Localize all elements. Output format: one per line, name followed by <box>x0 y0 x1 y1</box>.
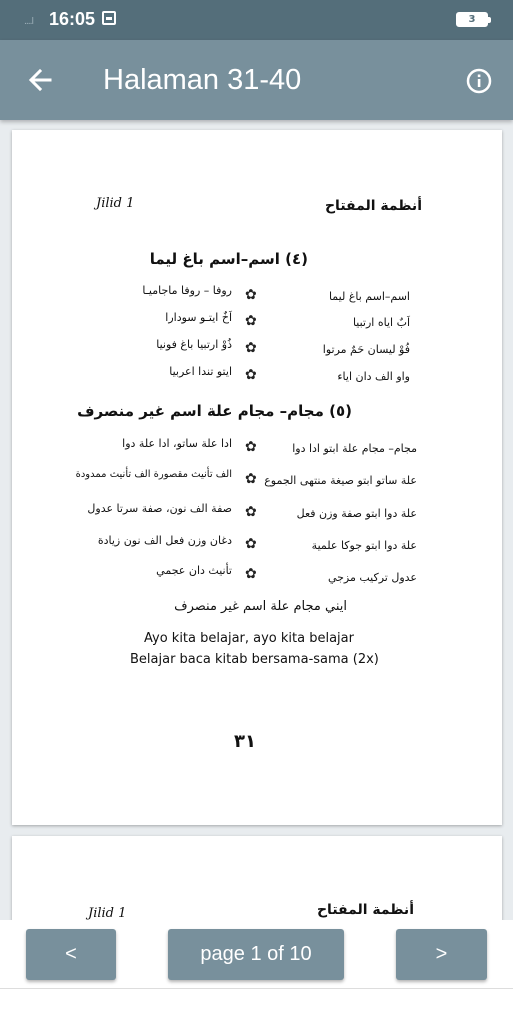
app-bar <box>0 40 513 120</box>
latin-line: Ayo kita belajar, ayo kita belajar <box>144 631 354 646</box>
status-bar <box>0 0 513 40</box>
previous-page-button[interactable]: < <box>26 929 116 980</box>
verse-line-left: دغان وزن فعل الف نون زيادة <box>97 534 232 547</box>
pdf-viewer[interactable] <box>0 120 513 920</box>
verse-line-right: اسم–اسم باغ ليما <box>328 290 410 303</box>
latin-line: Belajar baca kitab bersama-sama (2x) <box>130 652 379 667</box>
verse-line-right: واو الف دان اياء <box>337 370 410 383</box>
battery-cap <box>488 17 491 23</box>
verse-line-left: الف تأنيث مقصورة الف تأنيث ممدودة <box>75 469 232 480</box>
page-indicator-button[interactable]: page 1 of 10 <box>168 929 344 980</box>
page-header-left: Jilid 1 <box>88 906 127 920</box>
section-title: (٥) مجام– مجام علة اسم غير منصرف <box>77 402 352 420</box>
flower-ornament-icon: ✿ <box>245 340 257 356</box>
flower-ornament-icon: ✿ <box>245 566 257 582</box>
flower-ornament-icon: ✿ <box>245 536 257 552</box>
page-header-left: Jilid 1 <box>96 196 135 211</box>
page-navigation <box>0 920 513 988</box>
pdf-page <box>12 130 502 825</box>
system-navigation-bar <box>0 988 513 1025</box>
flower-ornament-icon: ✿ <box>245 439 257 455</box>
arrow-left-icon <box>20 60 60 100</box>
verse-line-left: تأنيث دان عجمي <box>156 564 232 577</box>
page-header-right: أنظمة المفتاح <box>324 198 422 214</box>
info-circle-icon <box>460 62 498 100</box>
pdf-page <box>12 836 502 920</box>
flower-ornament-icon: ✿ <box>245 287 257 303</box>
next-page-button[interactable]: > <box>396 929 487 980</box>
verse-line-left: روفا – روفا ماجاميـا <box>142 284 232 297</box>
flower-ornament-icon: ✿ <box>245 471 257 487</box>
page-title: Halaman 31-40 <box>103 64 302 96</box>
verse-line-left: اَخٌ ايتـو سودارا <box>165 311 232 324</box>
verse-line-left: صفة الف نون، صفة سرتا عدول <box>87 502 232 515</box>
verse-line-right: اَبٌ اياه ارتبيا <box>352 316 410 329</box>
back-button[interactable] <box>20 60 60 100</box>
battery-icon: 3 <box>456 12 488 27</box>
sim-card-icon <box>102 11 116 25</box>
page-number: ٣١ <box>234 731 256 752</box>
info-button[interactable] <box>460 62 498 100</box>
verse-line-left: ايتو تندا اعربيا <box>169 365 232 378</box>
verse-line-left: ادا علة ساتو، ادا علة دوا <box>122 437 232 450</box>
verse-line-right: علة دوا ابتو صفة وزن فعل <box>296 507 417 520</box>
summary-line: ايني مجام علة اسم غير منصرف <box>174 599 347 614</box>
flower-ornament-icon: ✿ <box>245 367 257 383</box>
page-header-right: أنظمة المفتاح <box>316 902 414 918</box>
verse-line-right: علة ساتو ابتو صيغة منتهى الجموع <box>264 474 417 487</box>
verse-line-right: فُوْ ليسان حَمٌ مرتوا <box>322 343 410 356</box>
section-title: (٤) اسم–اسم باغ ليما <box>149 250 308 268</box>
flower-ornament-icon: ✿ <box>245 313 257 329</box>
verse-line-right: علة دوا ابتو جوكا علمية <box>311 539 417 552</box>
flower-ornament-icon: ✿ <box>245 504 257 520</box>
signal-icon: ....l <box>24 17 33 27</box>
status-time: 16:05 <box>49 9 96 29</box>
verse-line-left: ذُوْ ارتبيا باغ فونيا <box>156 338 232 351</box>
verse-line-right: عدول تركيب مزجي <box>327 571 417 584</box>
verse-line-right: مجام– مجام علة ابتو ادا دوا <box>292 442 417 455</box>
